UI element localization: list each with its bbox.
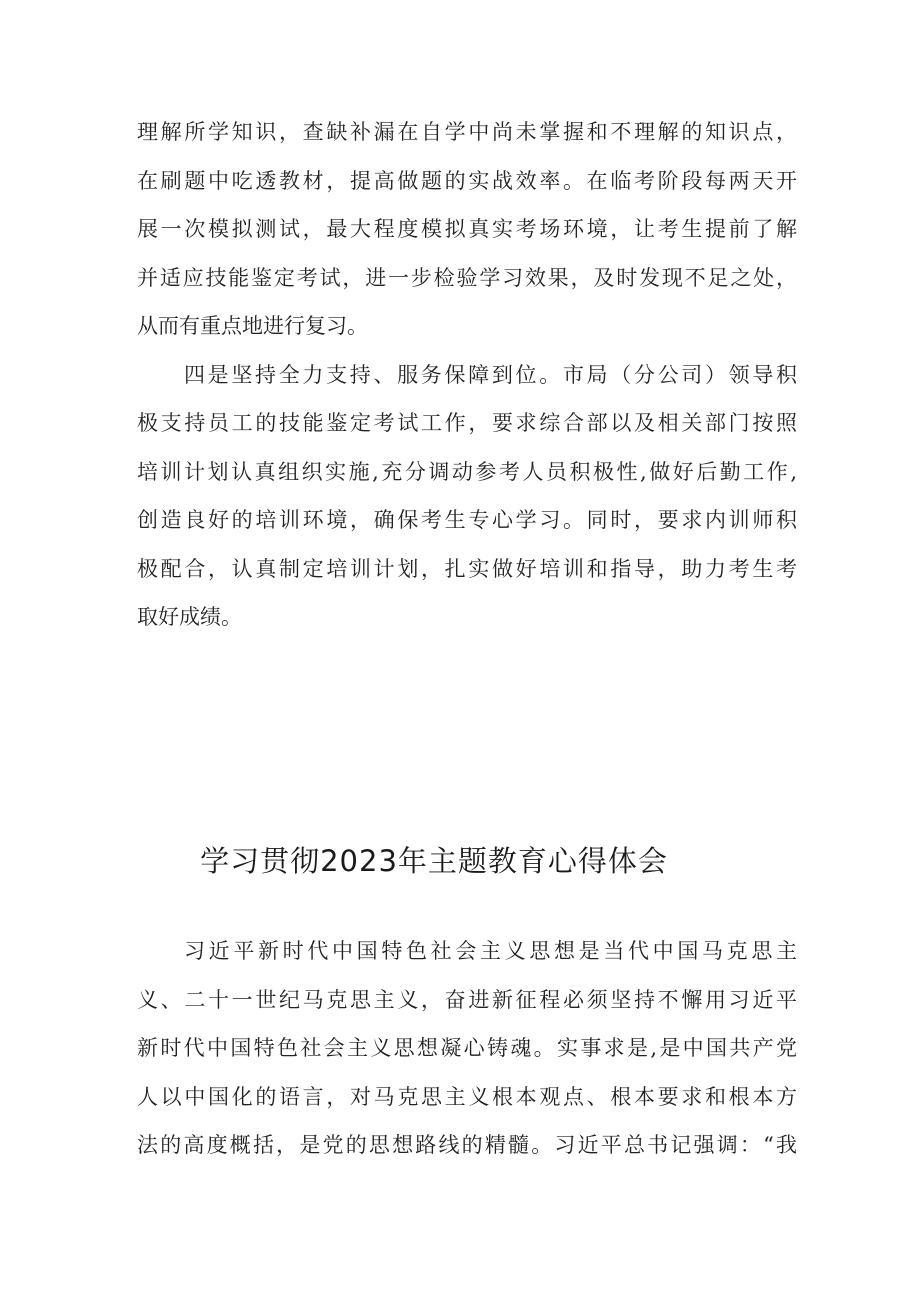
bottom-text-block: [137, 927, 797, 1170]
text-line: 并适应技能鉴定考试，进一步检验学习效果，及时发现不足之处，: [137, 265, 797, 290]
top-text-block: [137, 108, 797, 642]
text-line: 四是坚持全力支持、服务保障到位。市局（分公司）领导积: [184, 362, 797, 387]
document-title-text: 学习贯彻2023年主题教育心得体会: [200, 844, 668, 878]
text-line: 法的高度概括，是党的思想路线的精髓。习近平总书记强调：“我: [137, 1133, 797, 1157]
text-line: 展一次模拟测试，最大程度模拟真实考场环境，让考生提前了解: [137, 217, 797, 241]
text-line: 取好成绩。: [137, 605, 242, 629]
paragraph-thought-intro: [137, 927, 797, 1170]
text-line: 极支持员工的技能鉴定考试工作，要求综合部以及相关部门按照: [137, 411, 797, 435]
text-line: 人以中国化的语言，对马克思主义根本观点、根本要求和根本方: [137, 1084, 797, 1109]
text-line: 极配合，认真制定培训计划，扎实做好培训和指导，助力考生考: [137, 556, 797, 581]
text-line: 在刷题中吃透教材，提高做题的实战效率。在临考阶段每两天开: [137, 168, 797, 193]
text-line: 从而有重点地进行复习。: [137, 314, 368, 338]
document-title: [0, 836, 920, 886]
paragraph-support-guarantee: [137, 351, 797, 642]
text-line: 创造良好的培训环境，确保考生专心学习。同时，要求内训师积: [137, 508, 797, 532]
text-line: 培训计划认真组织实施,充分调动参考人员积极性,做好后勤工作,: [137, 459, 797, 484]
text-line: 新时代中国特色社会主义思想凝心铸魂。实事求是,是中国共产党: [137, 1036, 797, 1060]
paragraph-study-method: [137, 108, 797, 351]
text-line: 理解所学知识，查缺补漏在自学中尚未掌握和不理解的知识点，: [137, 120, 797, 144]
text-line: 义、二十一世纪马克思主义，奋进新征程必须坚持不懈用习近平: [137, 987, 797, 1012]
text-line: 习近平新时代中国特色社会主义思想是当代中国马克思主: [184, 939, 797, 963]
